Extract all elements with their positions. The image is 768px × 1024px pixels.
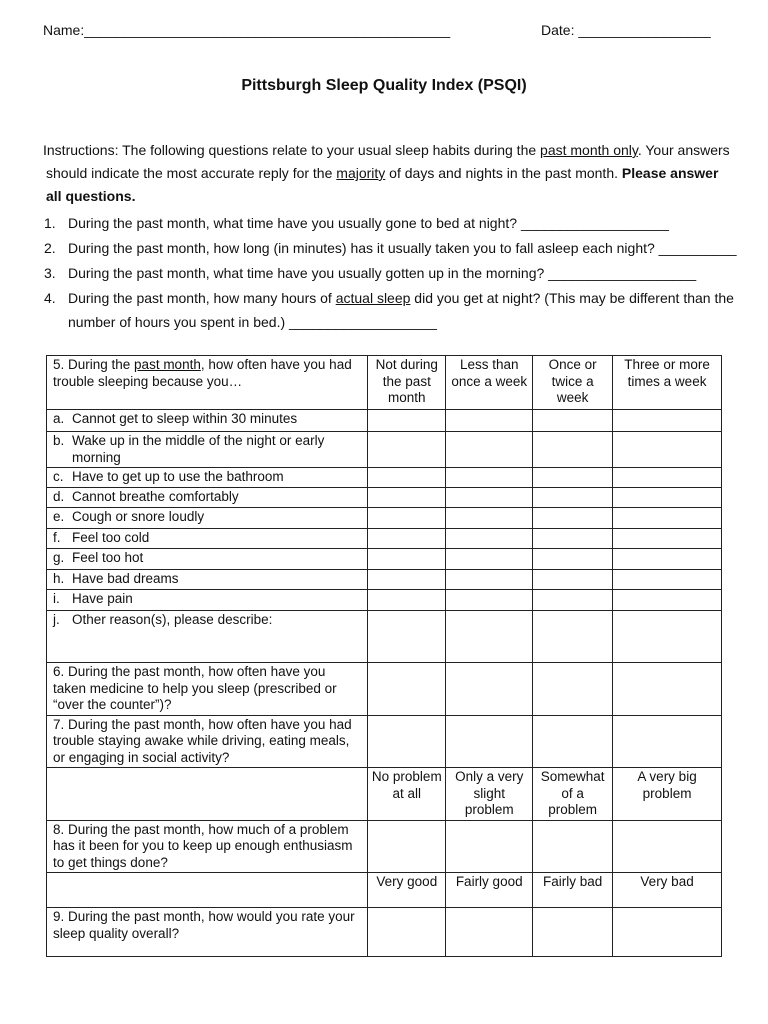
answer-cell[interactable] [613,663,722,716]
answer-cell[interactable] [368,820,446,873]
item-letter: b. [53,433,65,448]
answer-cell[interactable] [446,820,533,873]
answer-cell[interactable] [613,488,722,508]
item-text: Have to get up to use the bathroom [72,469,284,484]
answer-cell[interactable] [613,508,722,529]
item-letter: d. [53,489,65,504]
item-letter: i. [53,591,60,606]
answer-cell[interactable] [613,820,722,873]
instructions-line-1: Instructions: The following questions relate to your usual sleep habits during the past month only. Your answers [43,142,730,158]
instructions-line-2: should indicate the most accurate reply for the majority of days and nights in the past month. Please answer [46,165,719,181]
question-4-line-2: number of hours you spent in bed.) ___________________ [68,314,437,330]
table-row [47,529,722,549]
item-text: Cannot breathe comfortably [72,489,239,504]
header-fairly-bad: Fairly bad [533,873,613,908]
item-letter: h. [53,571,65,586]
item-letter: j. [53,612,60,627]
item-text: Cannot get to sleep within 30 minutes [72,411,298,426]
answer-cell[interactable] [446,432,533,468]
item-letter: e. [53,509,65,524]
answer-cell[interactable] [446,529,533,549]
q6-text: 6. During the past month, how often have you taken medicine to help you sleep (prescribed or “over the counter”)? [47,663,368,716]
answer-cell[interactable] [533,908,613,957]
header-once-or-twice: Once or twice a week [533,356,613,410]
table-row [47,410,722,432]
table-row [47,508,722,529]
date-field[interactable]: Date: _________________ [541,22,711,38]
answer-cell[interactable] [533,529,613,549]
answer-cell[interactable] [533,715,613,768]
table-row [47,611,722,663]
answer-cell[interactable] [368,715,446,768]
answer-cell[interactable] [446,590,533,611]
answer-cell[interactable] [613,908,722,957]
item-text: Have bad dreams [72,571,179,586]
header-not-during: Not during the past month [368,356,446,410]
answer-cell[interactable] [368,488,446,508]
answer-cell[interactable] [533,432,613,468]
empty-cell [47,873,368,908]
name-field[interactable]: Name:_______________________________________________ [43,22,451,38]
answer-cell[interactable] [533,570,613,590]
page-title: Pittsburgh Sleep Quality Index (PSQI) [241,77,527,94]
table-row [47,549,722,570]
answer-cell[interactable] [368,432,446,468]
q6-row [47,663,722,716]
answer-cell[interactable] [446,410,533,432]
header-less-than-once: Less than once a week [446,356,533,410]
item-text: Cough or snore loudly [72,509,205,524]
answer-cell[interactable] [613,432,722,468]
table-row [47,590,722,611]
answer-cell[interactable] [446,908,533,957]
header-three-or-more: Three or more times a week [613,356,722,410]
header-somewhat-problem: Somewhat of a problem [533,768,613,821]
answer-cell[interactable] [533,549,613,570]
answer-cell[interactable] [613,529,722,549]
question-2: 2. During the past month, how long (in minutes) has it usually taken you to fall asleep each night? __________ [44,240,737,256]
table-row [47,488,722,508]
q5-header: 5. During the past month, how often have you had trouble sleeping because you… [47,356,368,410]
psqi-table [46,355,722,957]
item-letter: c. [53,469,64,484]
answer-cell[interactable] [368,529,446,549]
header-very-good: Very good [368,873,446,908]
answer-cell[interactable] [533,820,613,873]
q8-row [47,820,722,873]
question-4: 4. During the past month, how many hours of actual sleep did you get at night? (This may be different than the [44,290,734,306]
table-row [47,468,722,488]
q9-text: 9. During the past month, how would you rate your sleep quality overall? [47,908,368,957]
answer-cell[interactable] [533,508,613,529]
item-text: Have pain [72,591,133,606]
answer-cell[interactable] [368,611,446,663]
answer-cell[interactable] [446,663,533,716]
header-fairly-good: Fairly good [446,873,533,908]
answer-cell[interactable] [368,908,446,957]
answer-cell[interactable] [613,549,722,570]
item-text: Other reason(s), please describe: [72,612,273,627]
table-row [47,432,722,468]
answer-cell[interactable] [368,663,446,716]
header-very-big-problem: A very big problem [613,768,722,821]
question-3: 3. During the past month, what time have you usually gotten up in the morning? ___________________ [44,265,697,281]
answer-cell[interactable] [613,410,722,432]
q7-row [47,715,722,768]
quality-header-row [47,873,722,908]
item-text: Feel too cold [72,530,150,545]
answer-cell[interactable] [533,468,613,488]
answer-cell[interactable] [613,570,722,590]
q8-text: 8. During the past month, how much of a problem has it been for you to keep up enough enthusiasm to get things done? [47,820,368,873]
answer-cell[interactable] [533,663,613,716]
answer-cell[interactable] [613,590,722,611]
answer-cell[interactable] [368,508,446,529]
answer-cell[interactable] [613,715,722,768]
answer-cell[interactable] [446,611,533,663]
answer-cell[interactable] [533,488,613,508]
instructions-line-3: all questions. [46,188,136,204]
item-text: Wake up in the middle of the night or early morning [72,433,325,465]
question-1: 1. During the past month, what time have you usually gone to bed at night? ___________________ [44,215,669,231]
answer-cell[interactable] [446,508,533,529]
q9-row [47,908,722,957]
answer-cell[interactable] [368,468,446,488]
answer-cell[interactable] [613,611,722,663]
answer-cell[interactable] [368,590,446,611]
item-letter: g. [53,550,65,565]
header-no-problem: No problem at all [368,768,446,821]
empty-cell [47,768,368,821]
item-letter: a. [53,411,65,426]
problem-header-row [47,768,722,821]
answer-cell[interactable] [446,715,533,768]
answer-cell[interactable] [533,611,613,663]
item-text: Feel too hot [72,550,144,565]
q7-text: 7. During the past month, how often have you had trouble staying awake while driving, eating meals, or engaging in social activity? [47,715,368,768]
answer-cell[interactable] [446,570,533,590]
answer-cell[interactable] [368,410,446,432]
answer-cell[interactable] [533,410,613,432]
answer-cell[interactable] [368,570,446,590]
answer-cell[interactable] [446,468,533,488]
header-very-bad: Very bad [613,873,722,908]
answer-cell[interactable] [368,549,446,570]
table-header-row [47,356,722,410]
answer-cell[interactable] [533,590,613,611]
answer-cell[interactable] [613,468,722,488]
answer-cell[interactable] [446,488,533,508]
table-row [47,570,722,590]
header-very-slight-problem: Only a very slight problem [446,768,533,821]
answer-cell[interactable] [446,549,533,570]
item-letter: f. [53,530,61,545]
